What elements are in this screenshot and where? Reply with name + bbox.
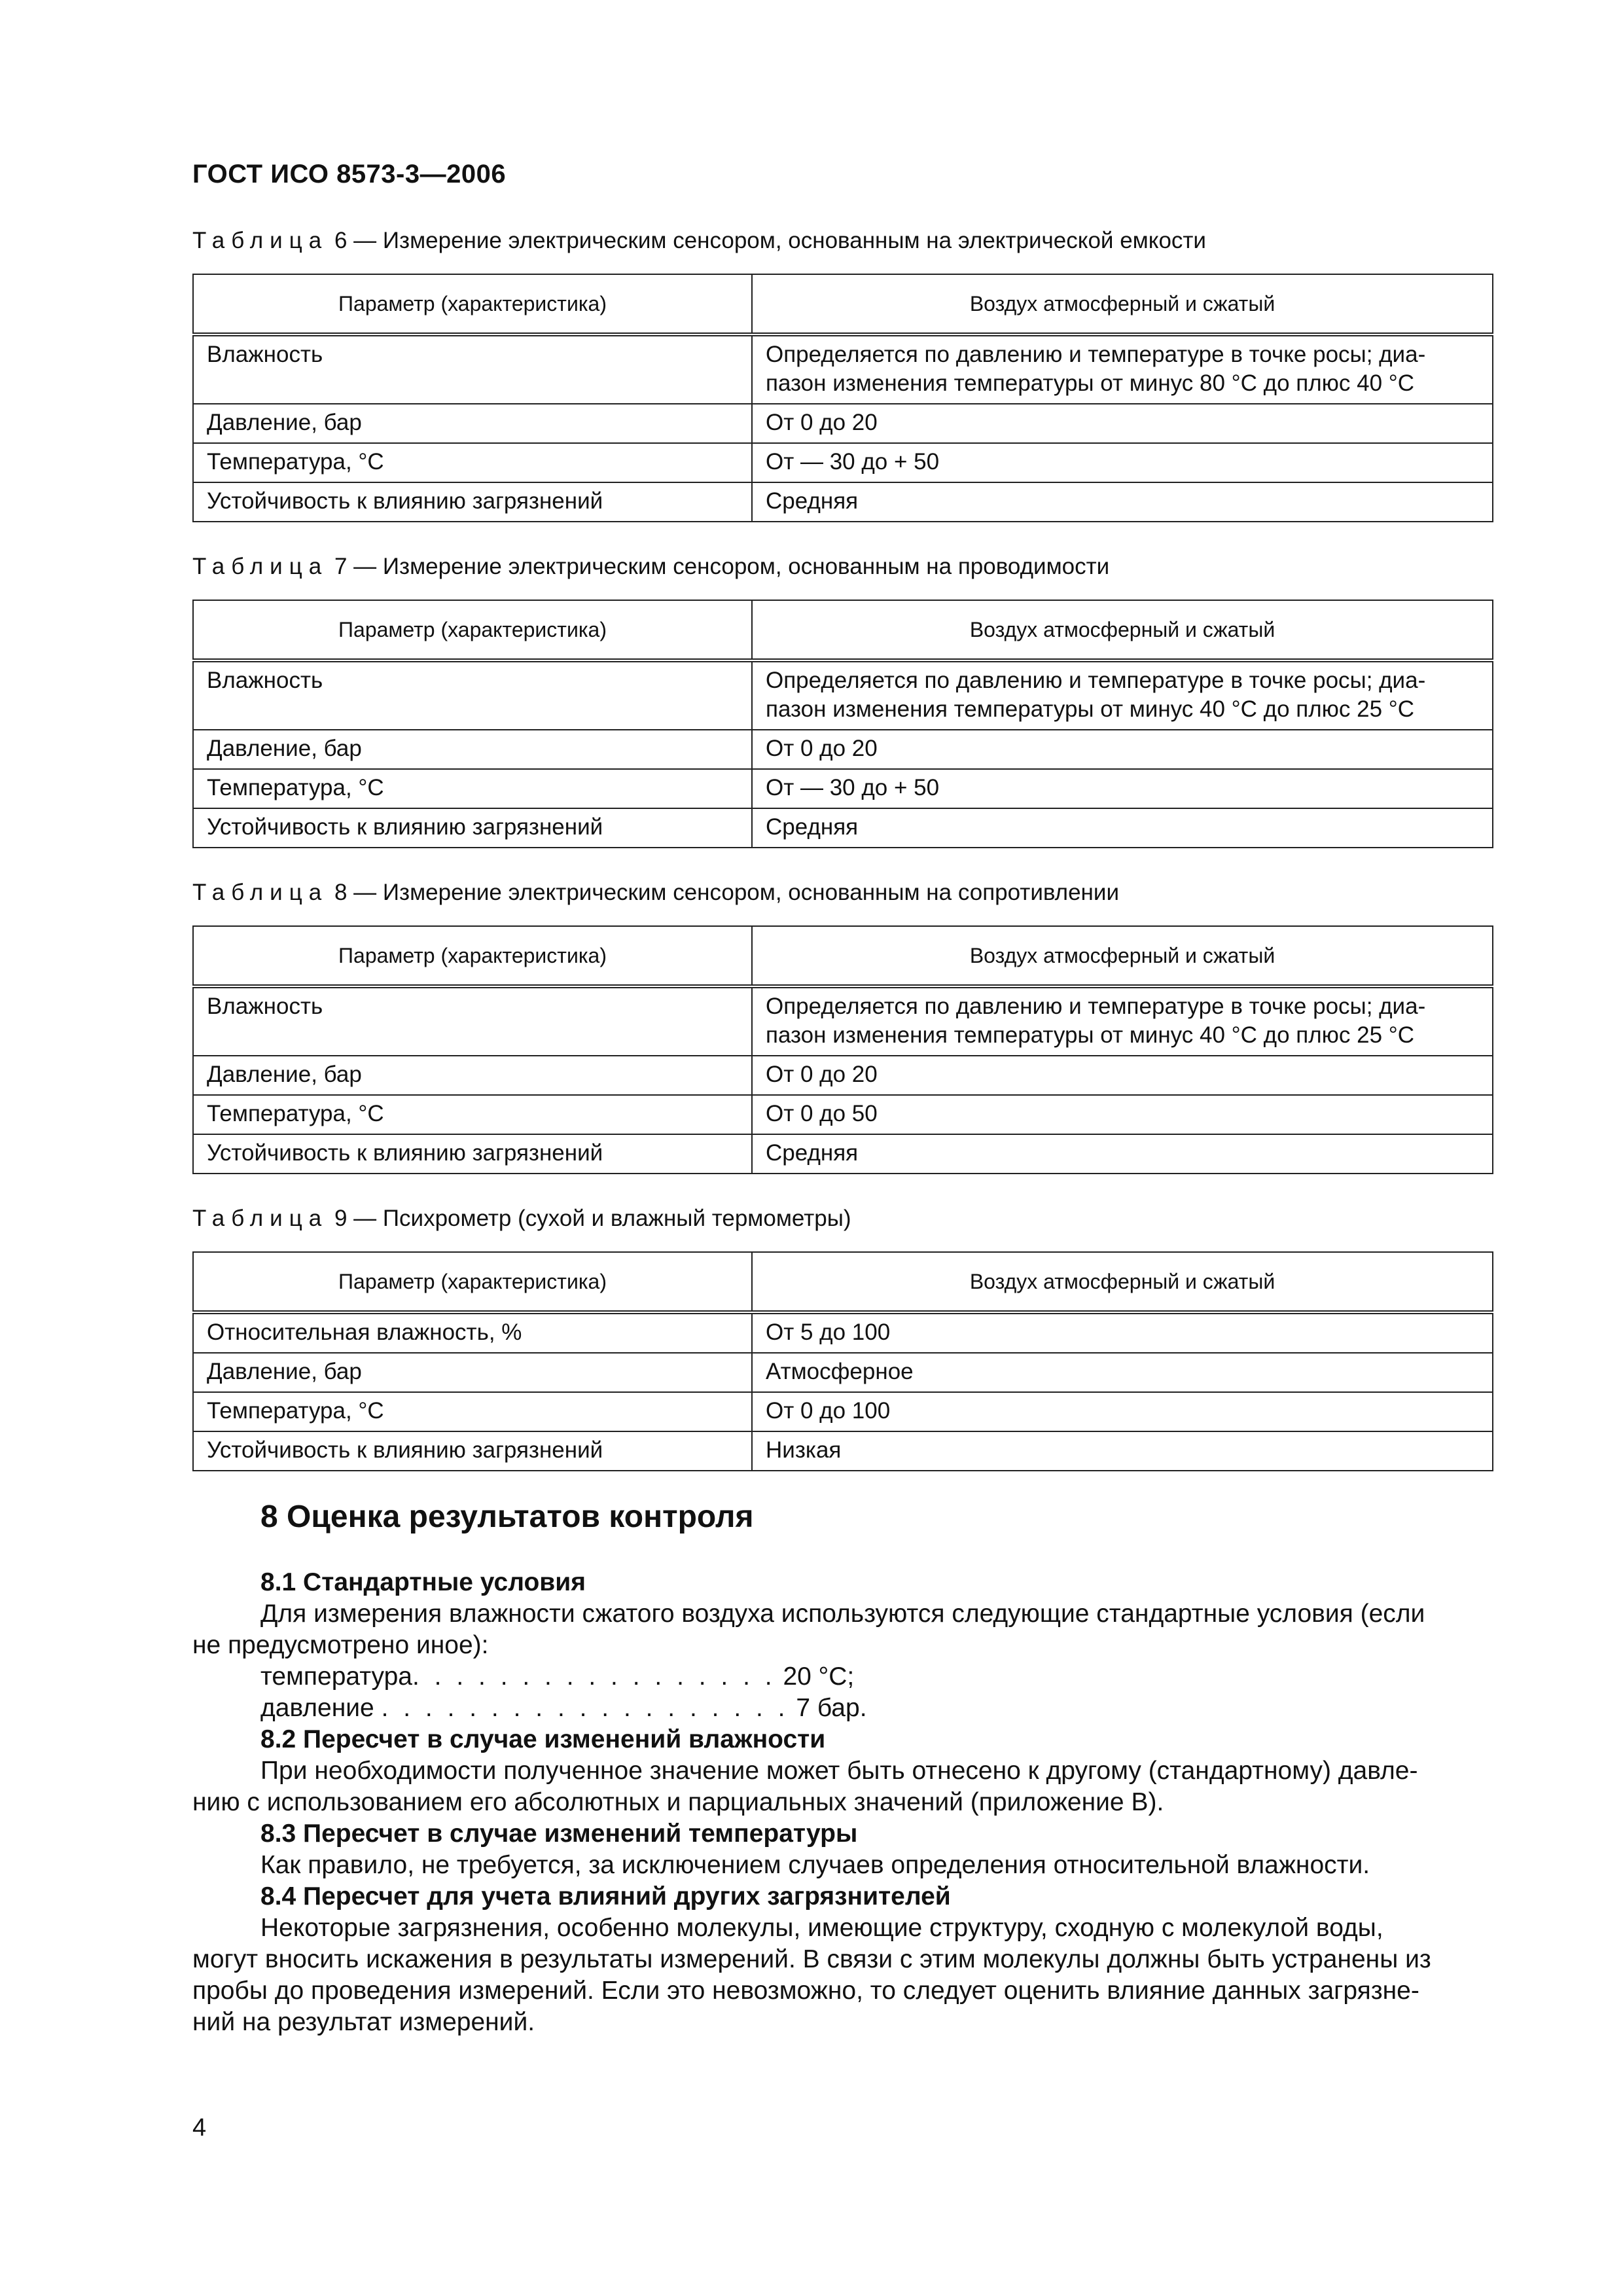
table-8-caption-prefix: Таблица xyxy=(192,880,329,905)
table-row xyxy=(193,1353,1493,1392)
table-cell-value: От 0 до 20 xyxy=(752,404,1493,443)
table-7 xyxy=(192,600,1493,848)
table-row xyxy=(193,769,1493,808)
table-row xyxy=(193,1312,1493,1353)
table-row xyxy=(193,404,1493,443)
table-cell-value: От 0 до 20 xyxy=(752,730,1493,769)
table-row xyxy=(193,1134,1493,1174)
table-cell-param: Влажность xyxy=(193,334,752,404)
table-9 xyxy=(192,1251,1493,1471)
table-cell-param: Давление, бар xyxy=(193,404,752,443)
table-9-col1-header: Параметр (характеристика) xyxy=(193,1252,752,1312)
paragraph-line: При необходимости полученное значение может быть отнесено к другому (стандартному) давле- xyxy=(260,1757,1418,1785)
value-line: Определяется по давлению и температуре в точке росы; диа- xyxy=(766,668,1426,693)
condition-label: температура xyxy=(260,1662,413,1691)
table-cell-value: Средняя xyxy=(752,482,1493,522)
table-cell-value: Средняя xyxy=(752,1134,1493,1174)
table-cell-param: Давление, бар xyxy=(193,1353,752,1392)
table-cell-value: От 5 до 100 xyxy=(752,1312,1493,1353)
table-cell-value xyxy=(752,334,1493,404)
document-header: ГОСТ ИСО 8573-3—2006 xyxy=(192,160,507,188)
table-row xyxy=(193,730,1493,769)
table-cell-value: Атмосферное xyxy=(752,1353,1493,1392)
paragraph-line: не предусмотрено иное): xyxy=(192,1631,489,1659)
table-row xyxy=(193,334,1493,404)
table-cell-param: Устойчивость к влиянию загрязнений xyxy=(193,482,752,522)
table-row xyxy=(193,482,1493,522)
table-row xyxy=(193,443,1493,482)
condition-temperature xyxy=(192,1661,1493,1693)
value-line: пазон изменения температуры от минус 80 °С до плюс 40 °С xyxy=(766,370,1415,396)
table-cell-value: От — 30 до + 50 xyxy=(752,769,1493,808)
table-row xyxy=(193,986,1493,1056)
paragraph-line: Для измерения влажности сжатого воздуха используются следующие стандартные условия (если xyxy=(260,1600,1425,1628)
table-8-col1-header: Параметр (характеристика) xyxy=(193,926,752,986)
condition-pressure xyxy=(192,1693,1493,1724)
table-9-col2-header: Воздух атмосферный и сжатый xyxy=(752,1252,1493,1312)
table-6-caption-prefix: Таблица xyxy=(192,228,329,253)
table-row xyxy=(193,1392,1493,1431)
leader-dots: . . . . . . . . . . . . . . . . . xyxy=(412,1662,776,1691)
table-6-caption-text: 6 — Измерение электрическим сенсором, основанным на электрической емкости xyxy=(334,228,1206,253)
table-row xyxy=(193,808,1493,848)
table-9-caption-text: 9 — Психрометр (сухой и влажный термометры) xyxy=(334,1206,851,1231)
table-cell-param: Влажность xyxy=(193,986,752,1056)
table-8 xyxy=(192,925,1493,1174)
paragraph-line: нию с использованием его абсолютных и парциальных значений (приложение В). xyxy=(192,1788,1164,1816)
value-line: Определяется по давлению и температуре в точке росы; диа- xyxy=(766,994,1426,1019)
table-row xyxy=(193,660,1493,730)
leader-dots: . . . . . . . . . . . . . . . . . . . xyxy=(381,1694,789,1722)
subsection-8-4-heading: 8.4 Пересчет для учета влияний других загрязнителей xyxy=(260,1882,951,1910)
section-8-heading: 8 Оценка результатов контроля xyxy=(260,1499,754,1534)
page-number: 4 xyxy=(192,2114,207,2142)
table-6-col1-header: Параметр (характеристика) xyxy=(193,274,752,334)
table-6-caption xyxy=(192,228,1206,254)
table-cell-param: Устойчивость к влиянию загрязнений xyxy=(193,1134,752,1174)
paragraph-line: Как правило, не требуется, за исключением случаев определения относительной влажности. xyxy=(260,1851,1370,1879)
table-cell-value xyxy=(752,986,1493,1056)
table-cell-value: От 0 до 20 xyxy=(752,1056,1493,1095)
table-8-col2-header: Воздух атмосферный и сжатый xyxy=(752,926,1493,986)
table-cell-param: Устойчивость к влиянию загрязнений xyxy=(193,1431,752,1471)
table-7-col1-header: Параметр (характеристика) xyxy=(193,600,752,660)
table-cell-param: Давление, бар xyxy=(193,1056,752,1095)
table-9-caption xyxy=(192,1206,851,1232)
table-cell-value: Средняя xyxy=(752,808,1493,848)
section-8-body xyxy=(192,1567,1493,2038)
table-cell-param: Температура, °С xyxy=(193,769,752,808)
subsection-8-2-heading: 8.2 Пересчет в случае изменений влажности xyxy=(260,1725,826,1753)
paragraph-line: Некоторые загрязнения, особенно молекулы, имеющие структуру, сходную с молекулой воды, xyxy=(260,1914,1383,1942)
table-cell-param: Температура, °С xyxy=(193,443,752,482)
table-8-caption xyxy=(192,880,1119,906)
table-row xyxy=(193,1056,1493,1095)
condition-value: 7 бар. xyxy=(796,1694,867,1722)
table-cell-value xyxy=(752,660,1493,730)
table-cell-param: Устойчивость к влиянию загрязнений xyxy=(193,808,752,848)
value-line: пазон изменения температуры от минус 40 °С до плюс 25 °С xyxy=(766,696,1415,722)
table-cell-value: От — 30 до + 50 xyxy=(752,443,1493,482)
value-line: пазон изменения температуры от минус 40 °С до плюс 25 °С xyxy=(766,1022,1415,1048)
subsection-8-3-heading: 8.3 Пересчет в случае изменений температуры xyxy=(260,1820,858,1848)
table-7-col2-header: Воздух атмосферный и сжатый xyxy=(752,600,1493,660)
table-cell-param: Температура, °С xyxy=(193,1095,752,1134)
table-cell-value: От 0 до 50 xyxy=(752,1095,1493,1134)
table-6-col2-header: Воздух атмосферный и сжатый xyxy=(752,274,1493,334)
table-cell-param: Давление, бар xyxy=(193,730,752,769)
paragraph-line: ний на результат измерений. xyxy=(192,2008,535,2036)
table-cell-value: Низкая xyxy=(752,1431,1493,1471)
condition-value: 20 °С; xyxy=(783,1662,855,1691)
table-9-caption-prefix: Таблица xyxy=(192,1206,329,1231)
table-7-caption-text: 7 — Измерение электрическим сенсором, основанным на проводимости xyxy=(334,554,1110,579)
table-cell-param: Влажность xyxy=(193,660,752,730)
table-8-caption-text: 8 — Измерение электрическим сенсором, основанным на сопротивлении xyxy=(334,880,1119,905)
table-7-caption-prefix: Таблица xyxy=(192,554,329,579)
subsection-8-1-heading: 8.1 Стандартные условия xyxy=(260,1568,586,1596)
value-line: Определяется по давлению и температуре в точке росы; диа- xyxy=(766,342,1426,367)
table-cell-param: Относительная влажность, % xyxy=(193,1312,752,1353)
table-cell-value: От 0 до 100 xyxy=(752,1392,1493,1431)
table-6 xyxy=(192,274,1493,522)
condition-label: давление xyxy=(260,1694,374,1722)
table-row xyxy=(193,1095,1493,1134)
table-row xyxy=(193,1431,1493,1471)
table-7-caption xyxy=(192,554,1109,580)
paragraph-line: могут вносить искажения в результаты измерений. В связи с этим молекулы должны быть устранены из xyxy=(192,1945,1431,1973)
table-cell-param: Температура, °С xyxy=(193,1392,752,1431)
paragraph-line: пробы до проведения измерений. Если это невозможно, то следует оценить влияние данных загрязне- xyxy=(192,1977,1419,2005)
